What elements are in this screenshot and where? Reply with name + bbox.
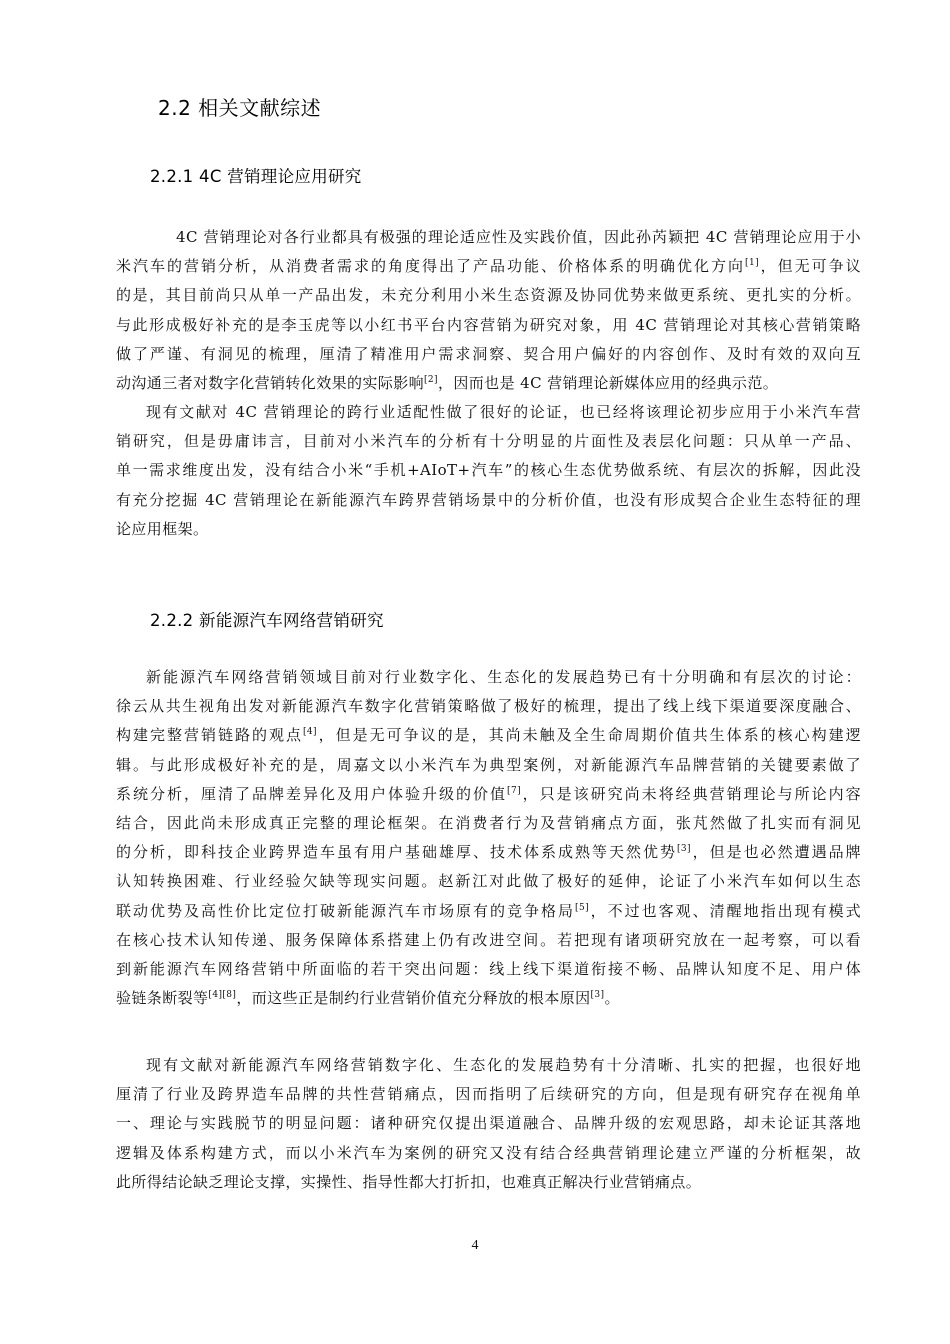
text-line: 销研究，但是毋庸讳言，目前对小米汽车的分析有十分明显的片面性及表层化问题：只从单一产品、 bbox=[116, 432, 861, 451]
paragraph-nev-review bbox=[116, 663, 861, 1013]
subsection-heading-4c: 2.2.1 4C 营销理论应用研究 bbox=[150, 167, 362, 186]
text-line: 结合，因此尚未形成真正完整的理论框架。在消费者行为及营销痛点方面，张芃然做了扎实而有洞见 bbox=[116, 814, 861, 833]
text-line: 此所得结论缺乏理论支撑，实操性、指导性都大打折扣，也难真正解决行业营销痛点。 bbox=[116, 1172, 702, 1191]
text-line: 米汽车的营销分析，从消费者需求的角度得出了产品功能、价格体系的明确优化方向[1]，但无可争议 bbox=[116, 257, 861, 276]
section-heading: 2.2 相关文献综述 bbox=[158, 96, 322, 120]
text-line: 验链条断裂等[4][8]，而这些正是制约行业营销价值充分释放的根本原因[3]。 bbox=[116, 989, 620, 1008]
citation-ref: [1] bbox=[745, 258, 759, 269]
text-line: 一、理论与实践脱节的明显问题：诸种研究仅提出渠道融合、品牌升级的宏观思路，却未论证其落地 bbox=[116, 1114, 861, 1133]
text-line: 系统分析，厘清了品牌差异化及用户体验升级的价值[7]，只是该研究尚未将经典营销理论与所论内容 bbox=[116, 784, 861, 803]
text-line: 的分析，即科技企业跨界造车虽有用户基础雄厚、技术体系成熟等天然优势[3]，但是也必然遭遇品牌 bbox=[116, 843, 861, 862]
text-line: 的是，其目前尚只从单一产品出发，未充分利用小米生态资源及协同优势来做更系统、更扎实的分析。 bbox=[116, 286, 861, 305]
citation-ref: [7] bbox=[507, 785, 521, 796]
paragraph-4c-summary bbox=[116, 398, 861, 544]
text-line: 新能源汽车网络营销领域目前对行业数字化、生态化的发展趋势已有十分明确和有层次的讨论： bbox=[146, 668, 861, 686]
text-line: 辑。与此形成极好补充的是，周嘉文以小米汽车为典型案例，对新能源汽车品牌营销的关键要素做了 bbox=[116, 755, 861, 774]
text-line: 动沟通三者对数字化营销转化效果的实际影响[2]，因而也是 4C 营销理论新媒体应用的经典示范。 bbox=[116, 374, 779, 393]
text-line: 在核心技术认知传递、服务保障体系搭建上仍有改进空间。若把现有诸项研究放在一起考察，可以看 bbox=[116, 930, 861, 949]
text-line: 联动优势及高性价比定位打破新能源汽车市场原有的竞争格局[5]，不过也客观、清醒地指出现有模式 bbox=[116, 901, 861, 920]
text-line: 到新能源汽车网络营销中所面临的若干突出问题：线上线下渠道衔接不畅、品牌认知度不足、用户体 bbox=[116, 960, 861, 979]
paragraph-4c-review bbox=[116, 223, 861, 398]
subsection-heading-nev: 2.2.2 新能源汽车网络营销研究 bbox=[150, 611, 384, 630]
citation-ref: [4][8] bbox=[208, 990, 237, 1001]
text-line: 论应用框架。 bbox=[116, 519, 209, 538]
text-line: 厘清了行业及跨界造车品牌的共性营销痛点，因而指明了后续研究的方向，但是现有研究存在视角单 bbox=[116, 1085, 861, 1104]
text-line: 逻辑及体系构建方式，而以小米汽车为案例的研究又没有结合经典营销理论建立严谨的分析框架，故 bbox=[116, 1143, 861, 1162]
text-line: 4C 营销理论对各行业都具有极强的理论适应性及实践价值，因此孙芮颖把 4C 营销理论应用于小 bbox=[176, 228, 861, 246]
text-line: 有充分挖掘 4C 营销理论在新能源汽车跨界营销场景中的分析价值，也没有形成契合企业生态特征的理 bbox=[116, 490, 861, 509]
text-line: 单一需求维度出发，没有结合小米“手机+AIoT+汽车”的核心生态优势做系统、有层次的拆解，因此没 bbox=[116, 461, 861, 480]
citation-ref: [4] bbox=[303, 727, 317, 738]
citation-ref: [5] bbox=[575, 902, 589, 913]
text-line: 现有文献对新能源汽车网络营销数字化、生态化的发展趋势有十分清晰、扎实的把握，也很好地 bbox=[146, 1056, 861, 1074]
citation-ref: [3] bbox=[590, 990, 605, 1001]
text-line: 与此形成极好补充的是李玉虎等以小红书平台内容营销为研究对象，用 4C 营销理论对其核心营销策略 bbox=[116, 315, 861, 334]
text-line: 构建完整营销链路的观点[4]，但是无可争议的是，其尚未触及全生命周期价值共生体系的核心构建逻 bbox=[116, 726, 861, 745]
paragraph-nev-summary bbox=[116, 1051, 861, 1197]
text-line: 徐云从共生视角出发对新能源汽车数字化营销策略做了极好的梳理，提出了线上线下渠道要深度融合、 bbox=[116, 697, 861, 716]
text-line: 做了严谨、有洞见的梳理，厘清了精准用户需求洞察、契合用户偏好的内容创作、及时有效的双向互 bbox=[116, 344, 861, 363]
text-line: 现有文献对 4C 营销理论的跨行业适配性做了很好的论证，也已经将该理论初步应用于小米汽车营 bbox=[146, 403, 861, 421]
text-line: 认知转换困难、行业经验欠缺等现实问题。赵新江对此做了极好的延伸，论证了小米汽车如何以生态 bbox=[116, 872, 861, 891]
page-number: 4 bbox=[471, 1238, 479, 1253]
citation-ref: [2] bbox=[424, 375, 438, 386]
citation-ref: [3] bbox=[677, 844, 691, 855]
